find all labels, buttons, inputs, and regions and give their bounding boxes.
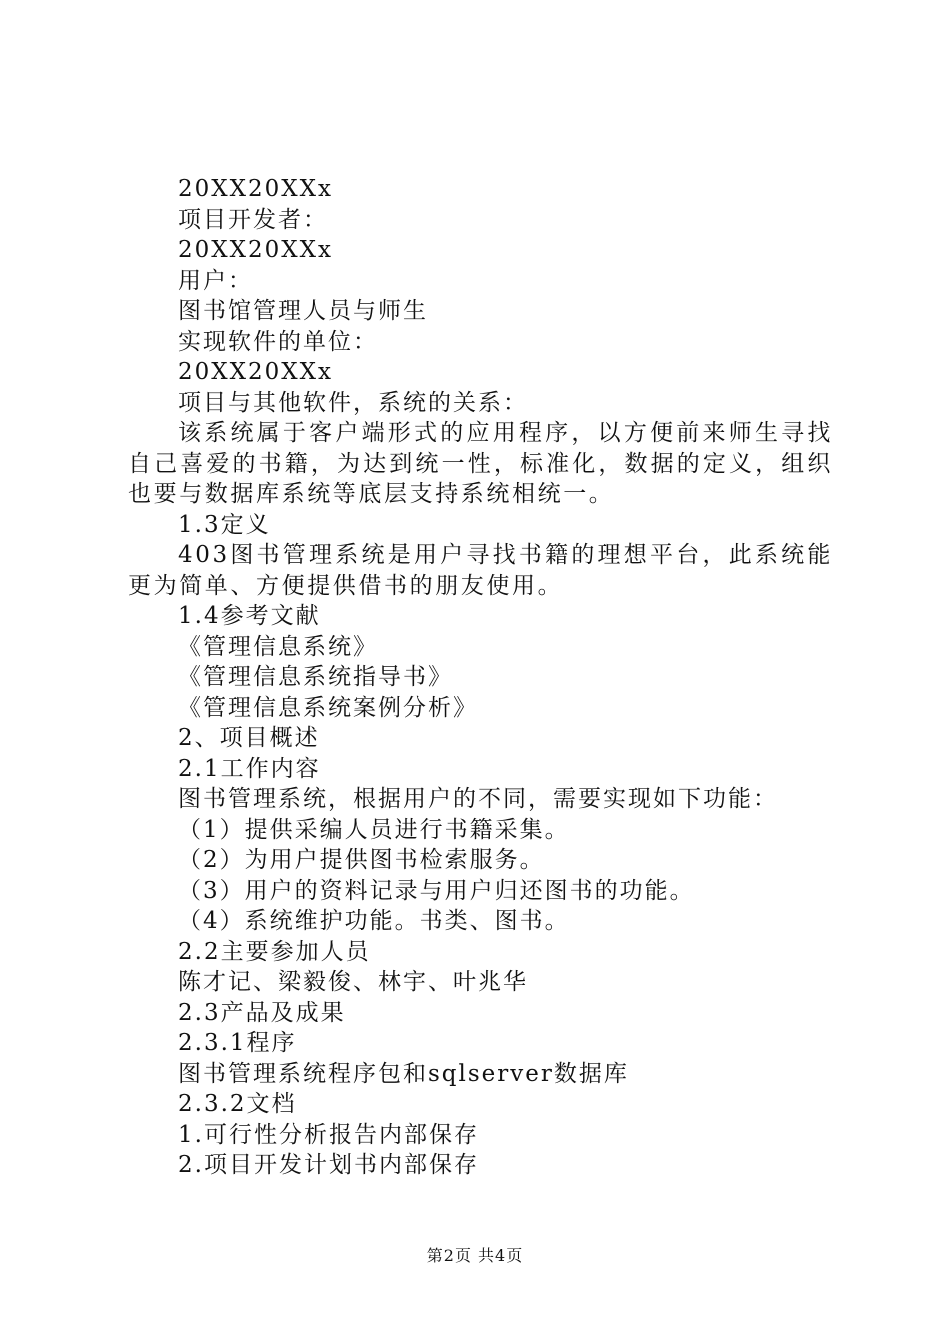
project-developer-label: 项目开发者： bbox=[178, 206, 328, 233]
section-heading-2-2: 2.2主要参加人员 bbox=[178, 938, 371, 965]
function-item: （3）用户的资料记录与用户归还图书的功能。 bbox=[178, 877, 695, 904]
section-heading-2-3-1: 2.3.1程序 bbox=[178, 1030, 297, 1056]
section-heading-1-3: 1.3定义 bbox=[178, 511, 271, 538]
page-footer: 第2页 共4页 bbox=[426, 1246, 524, 1265]
user-label: 用户： bbox=[178, 267, 253, 294]
function-item: （4）系统维护功能。书类、图书。 bbox=[178, 908, 570, 934]
members-list: 陈才记、梁毅俊、林宇、叶兆华 bbox=[178, 969, 528, 995]
document-body bbox=[128, 174, 833, 1181]
relation-paragraph: 该系统属于客户端形式的应用程序，以方便前来师生寻找自己喜爱的书籍，为达到统一性，标准化，数据的定义，组织也要与数据库系统等底层支持系统相统一。 bbox=[128, 420, 833, 507]
section-heading-1-4: 1.4参考文献 bbox=[178, 603, 321, 629]
program-description: 图书管理系统程序包和sqlserver数据库 bbox=[178, 1060, 629, 1087]
section-heading-2-3: 2.3产品及成果 bbox=[178, 999, 346, 1026]
section-heading-2: 2、项目概述 bbox=[178, 725, 320, 751]
reference-item: 《管理信息系统案例分析》 bbox=[178, 694, 478, 721]
document-item: 1.可行性分析报告内部保存 bbox=[178, 1121, 479, 1148]
implementing-unit-label: 实现软件的单位： bbox=[178, 328, 378, 355]
reference-item: 《管理信息系统》 bbox=[178, 633, 378, 660]
user-value: 图书馆管理人员与师生 bbox=[178, 298, 428, 324]
developer-name-line: 20XX20XXx bbox=[178, 237, 334, 263]
function-item: （2）为用户提供图书检索服务。 bbox=[178, 847, 545, 873]
section-heading-2-3-2: 2.3.2文档 bbox=[178, 1091, 297, 1117]
relation-heading: 项目与其他软件，系统的关系： bbox=[178, 389, 528, 416]
section-heading-2-1: 2.1工作内容 bbox=[178, 755, 321, 782]
developer-org-line: 20XX20XXx bbox=[178, 176, 334, 202]
implementing-unit-value: 20XX20XXx bbox=[178, 359, 334, 385]
reference-item: 《管理信息系统指导书》 bbox=[178, 664, 453, 690]
document-item: 2.项目开发计划书内部保存 bbox=[178, 1152, 479, 1178]
function-item: （1）提供采编人员进行书籍采集。 bbox=[178, 816, 570, 843]
work-intro: 图书管理系统，根据用户的不同，需要实现如下功能： bbox=[178, 786, 778, 812]
definition-paragraph: 403图书管理系统是用户寻找书籍的理想平台，此系统能更为简单、方便提供借书的朋友使用。 bbox=[128, 542, 833, 599]
